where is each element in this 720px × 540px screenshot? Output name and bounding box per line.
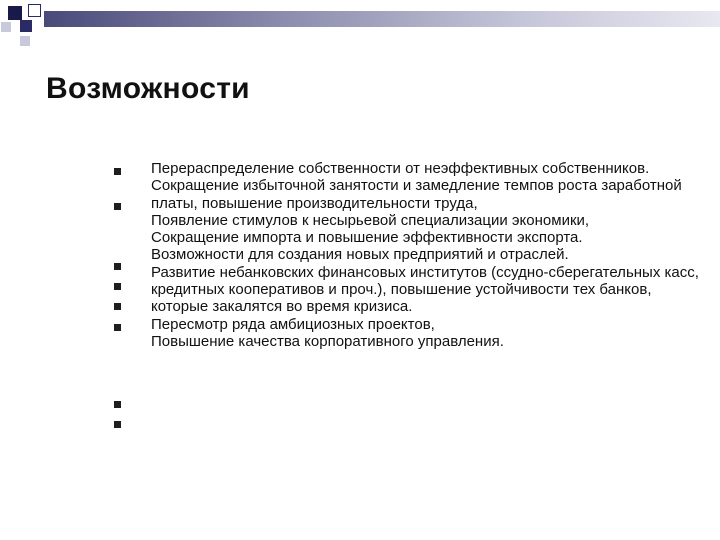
bullet-marker [114,168,121,175]
list-item: Сокращение избыточной занятости и замедление темпов роста заработной платы, повышение производительности труда, [151,177,682,212]
bullet-marker [114,324,121,331]
decor-square-outline [28,4,41,17]
bullet-column [114,0,138,540]
decor-square-dark-2 [20,20,32,32]
list-item: Появление стимулов к несырьевой специализации экономики, [151,211,590,229]
list-item: Перераспределение собственности от неэффективных собственников. [151,160,650,177]
decor-square-dark [8,6,22,20]
bullet-marker [114,401,121,408]
list-item: Возможности для создания новых предприятий и отраслей. [151,246,569,264]
header-gradient-bar [44,11,720,27]
bullet-marker [114,303,121,310]
decor-square-light-2 [20,36,30,46]
list-item: Повышение качества корпоративного управления. [151,332,504,350]
list-item: Пересмотр ряда амбициозных проектов, [151,315,435,333]
slide-title: Возможности [46,72,250,105]
bullet-marker [114,283,121,290]
bullet-list [151,160,711,350]
list-item: Развитие небанковских финансовых институтов (ссудно-сберегательных касс, кредитных кооперативов и проч.), повышение устойчивости тех банков, которые закалятся во время кризиса. [151,263,699,316]
bullet-marker [114,263,121,270]
bullet-marker [114,203,121,210]
list-item: Сокращение импорта и повышение эффективности экспорта. [151,229,583,247]
bullet-marker [114,421,121,428]
decor-square-light [1,22,11,32]
